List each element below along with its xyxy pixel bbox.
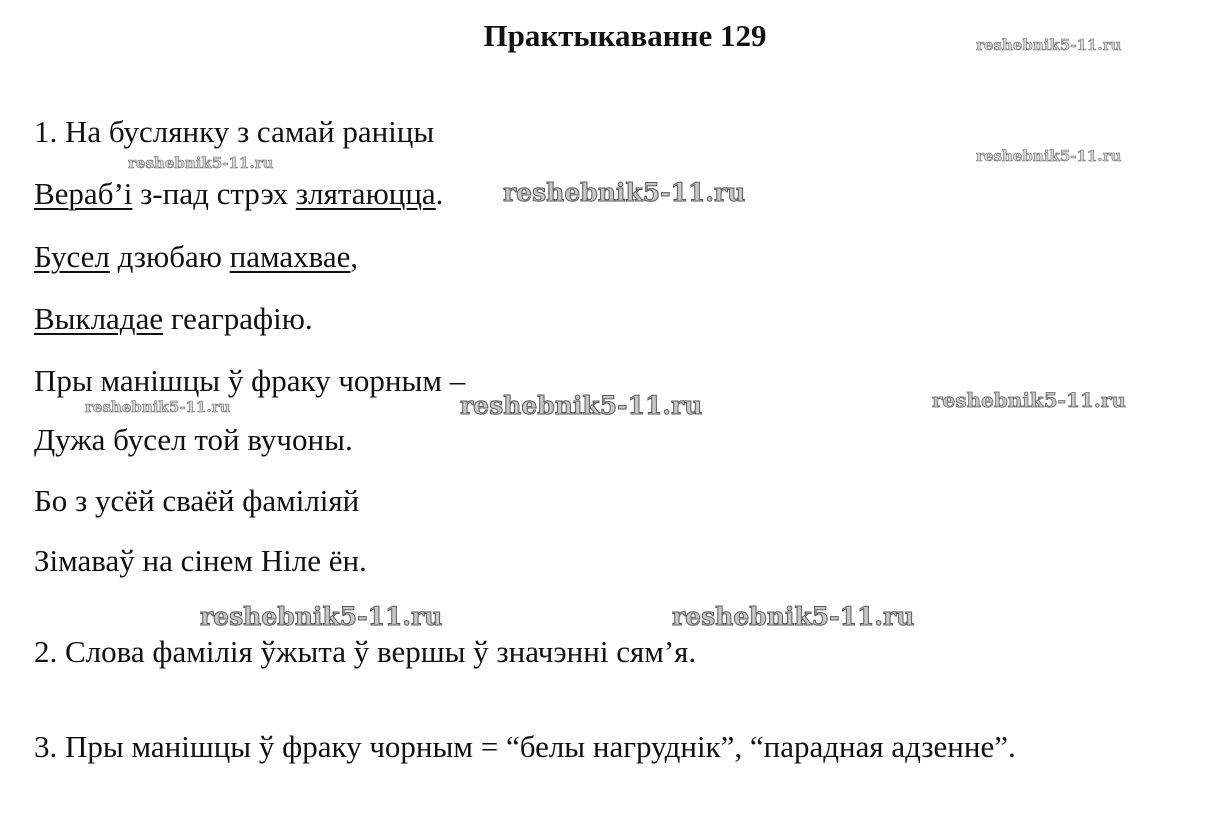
underlined-predicate: Выкладае — [34, 301, 164, 336]
punctuation: . — [435, 176, 444, 211]
poem-line-5: Пры манішцы ў фраку чорным – — [34, 363, 466, 398]
watermark: reshebnik5-11.ru — [460, 391, 703, 420]
underlined-predicate: злятаюцца — [295, 176, 436, 211]
watermark: reshebnik5-11.ru — [200, 602, 443, 631]
answer-3: 3. Пры манішцы ў фраку чорным = “белы нагруднік”, “парадная адзенне”. — [34, 729, 1016, 764]
answer-2: 2. Слова фамілія ўжыта ў вершы ў значэнні сям’я. — [34, 634, 697, 669]
page-title: Практыкаванне 129 — [483, 18, 767, 53]
poem-line-8: Зімаваў на сінем Ніле ён. — [34, 543, 367, 578]
underlined-subject: Бусел — [34, 239, 110, 274]
poem-line-3 — [34, 241, 358, 272]
poem-line-2 — [34, 178, 443, 209]
plain-text: геаграфію. — [163, 301, 313, 336]
punctuation: , — [350, 239, 359, 274]
plain-text: з-пад стрэх — [132, 176, 296, 211]
underlined-subject: Вераб’і — [34, 176, 133, 211]
watermark: reshebnik5-11.ru — [128, 154, 274, 172]
watermark: reshebnik5-11.ru — [85, 398, 231, 416]
poem-line-7: Бо з усёй сваёй фаміліяй — [34, 483, 360, 518]
watermark: reshebnik5-11.ru — [672, 602, 915, 631]
plain-text: дзюбаю — [109, 239, 230, 274]
watermark: reshebnik5-11.ru — [976, 147, 1122, 165]
watermark: reshebnik5-11.ru — [932, 388, 1126, 412]
underlined-predicate: памахвае — [229, 239, 351, 274]
poem-line-6: Дужа бусел той вучоны. — [34, 422, 353, 457]
poem-line-1: 1. На буслянку з самай раніцы — [34, 114, 435, 149]
watermark: reshebnik5-11.ru — [503, 178, 746, 207]
poem-line-4 — [34, 303, 313, 334]
watermark: reshebnik5-11.ru — [976, 36, 1122, 54]
